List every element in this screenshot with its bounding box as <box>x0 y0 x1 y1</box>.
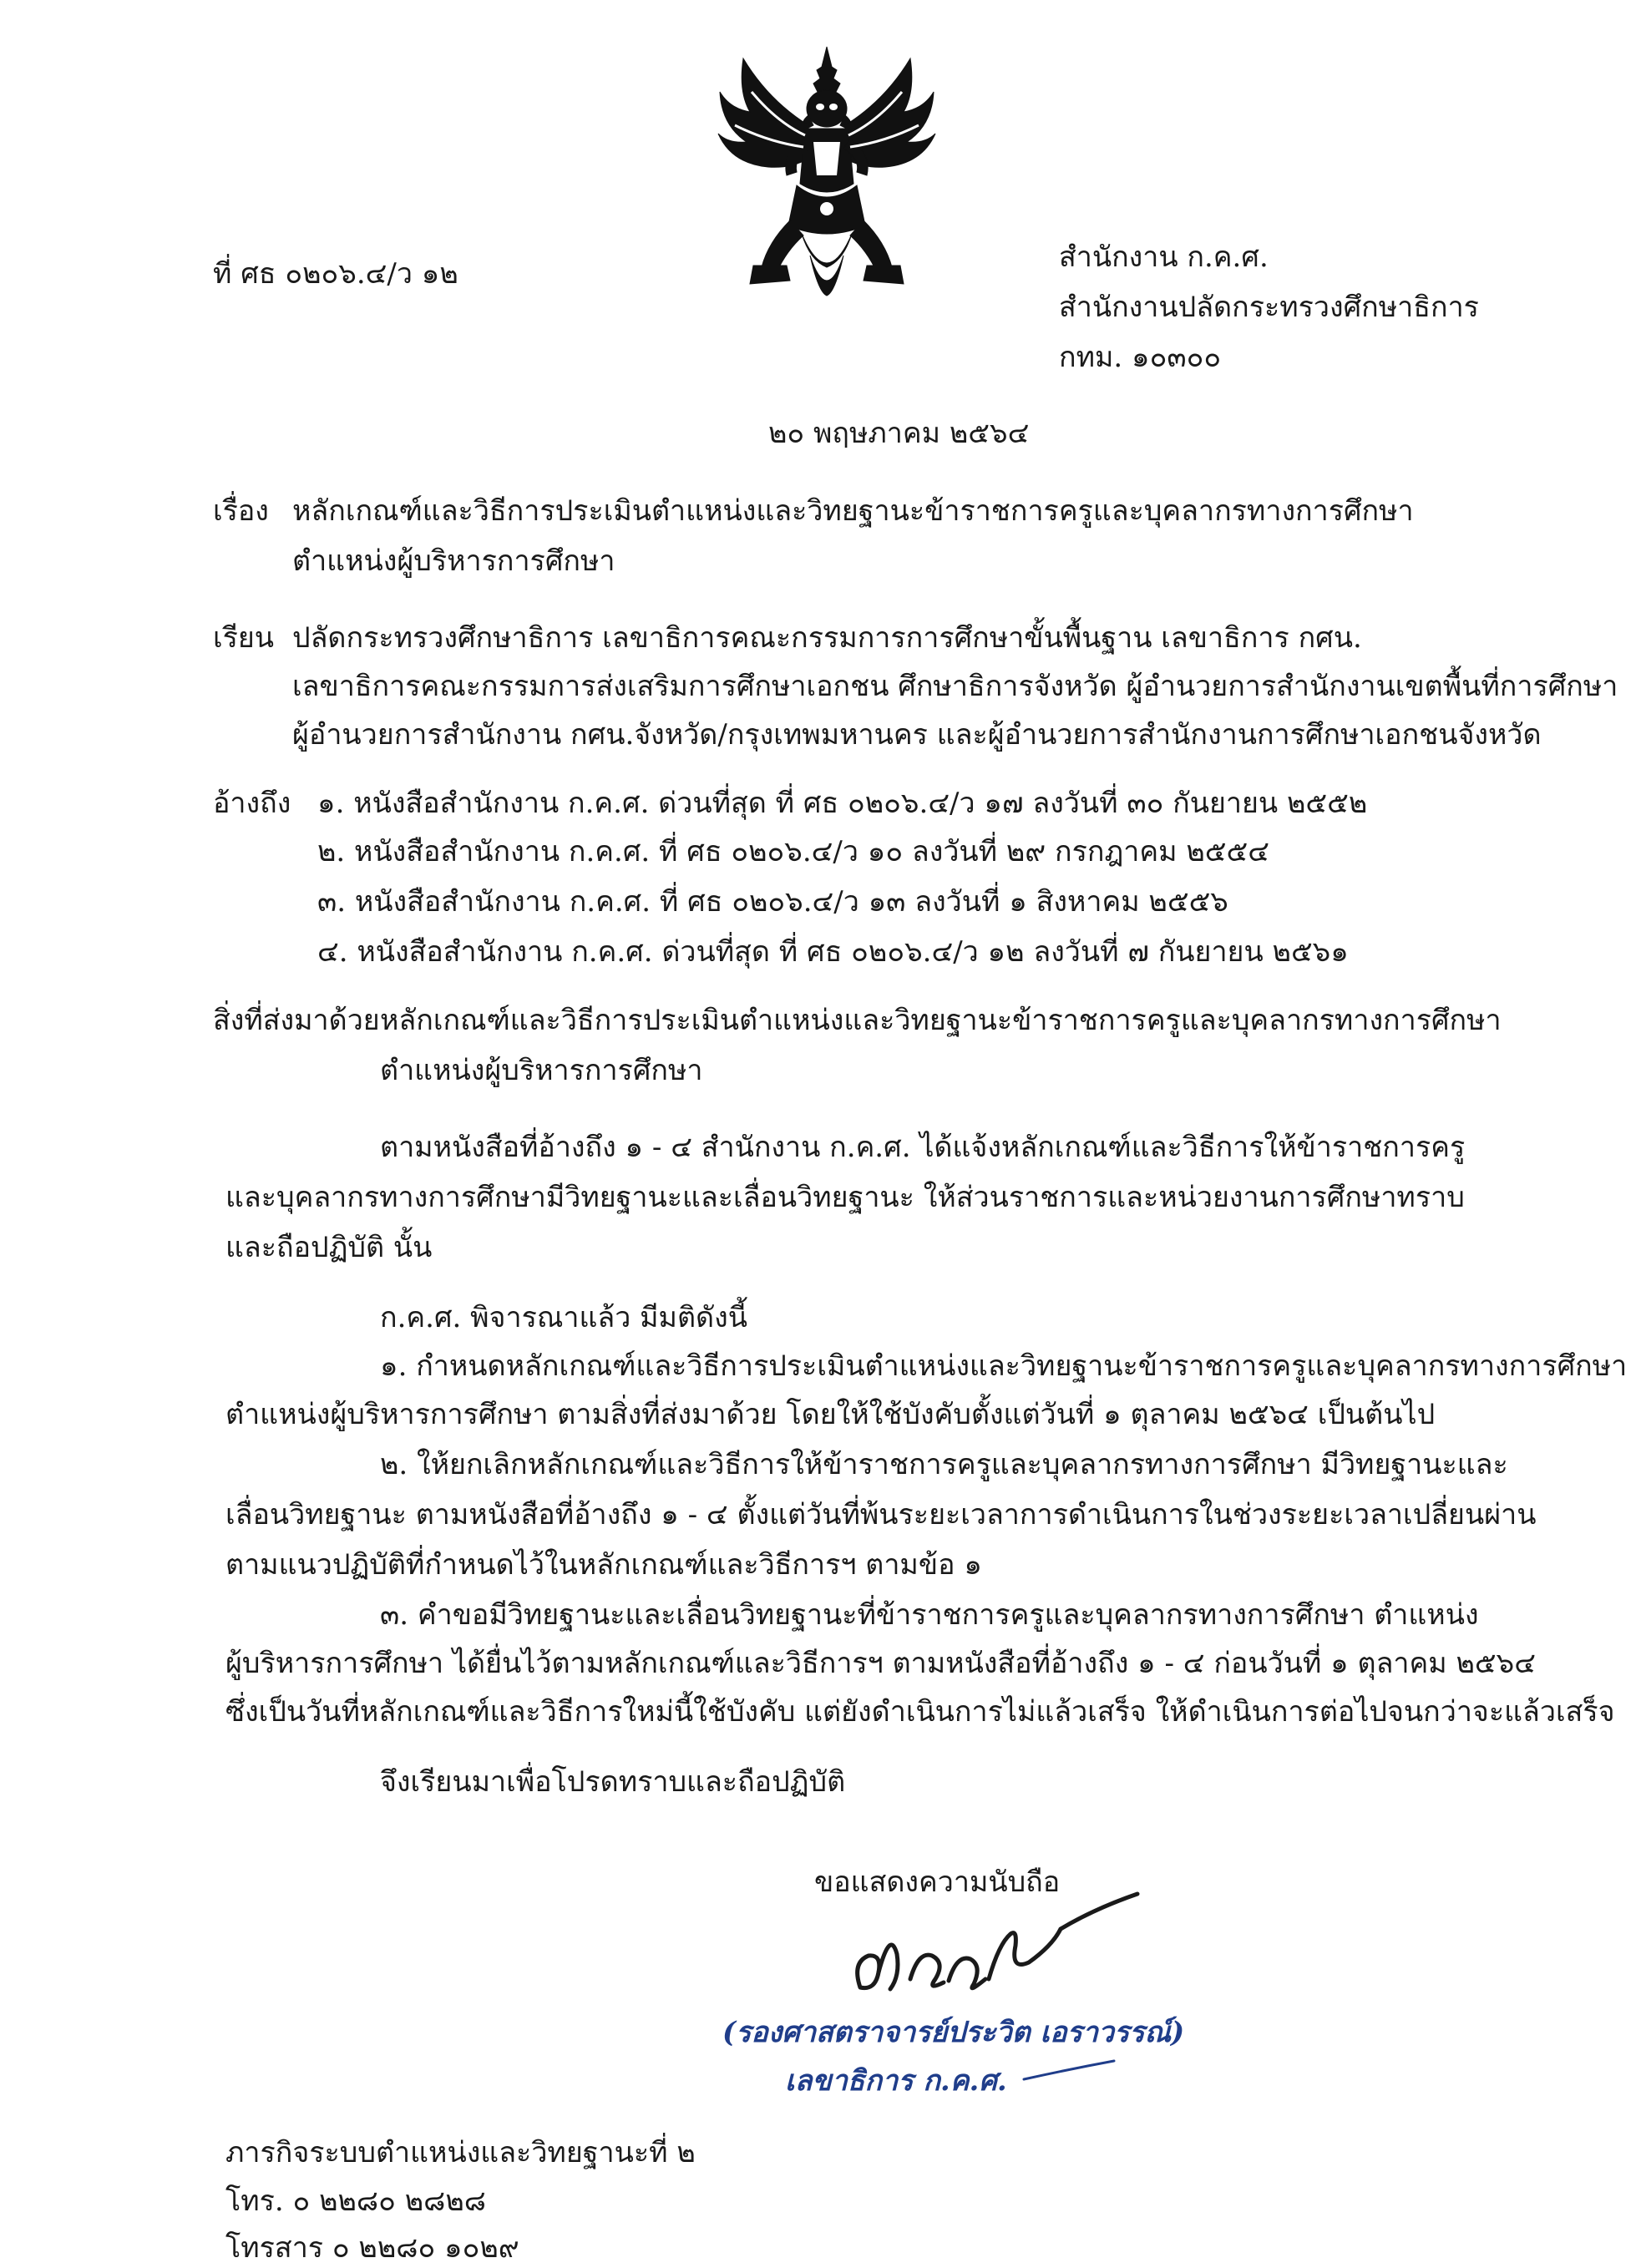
reference-number: ที่ ศธ ๐๒๐๖.๔/ว ๑๒ <box>213 257 458 291</box>
resolution-3-line-2: ผู้บริหารการศึกษา ได้ยื่นไว้ตามหลักเกณฑ์และวิธีการฯ ตามหนังสือที่อ้างถึง ๑ - ๔ ก่อนวันที่ ๑ ตุลาคม ๒๕๖๔ <box>225 1647 1536 1680</box>
body-paragraph-1-line-3: และถือปฏิบัติ นั้น <box>225 1231 433 1264</box>
resolution-1-line-1: ๑. กำหนดหลักเกณฑ์และวิธีการประเมินตำแหน่งและวิทยฐานะข้าราชการครูและบุคลากรทางการศึกษา <box>380 1349 1628 1383</box>
subject-label: เรื่อง <box>213 494 269 528</box>
footer-telephone: โทร. ๐ ๒๒๘๐ ๒๘๒๘ <box>225 2184 487 2218</box>
ink-stroke <box>1019 2054 1119 2088</box>
recipient-line-2: เลขาธิการคณะกรรมการส่งเสริมการศึกษาเอกชน ศึกษาธิการจังหวัด ผู้อำนวยการสำนักงานเขตพื้นที่การศึกษา <box>292 670 1618 703</box>
reference-item: ๑. หนังสือสำนักงาน ก.ค.ศ. ด่วนที่สุด ที่ ศธ ๐๒๐๖.๔/ว ๑๗ ลงวันที่ ๓๐ กันยายน ๒๕๕๒ <box>317 787 1368 820</box>
office-postcode: กทม. ๑๐๓๐๐ <box>1059 341 1222 374</box>
enclosure-line-2: ตำแหน่งผู้บริหารการศึกษา <box>380 1054 703 1087</box>
body-paragraph-2: ก.ค.ศ. พิจารณาแล้ว มีมติดังนี้ <box>380 1301 747 1334</box>
reference-item: ๒. หนังสือสำนักงาน ก.ค.ศ. ที่ ศธ ๐๒๐๖.๔/ว ๑๐ ลงวันที่ ๒๙ กรกฎาคม ๒๕๕๔ <box>317 835 1269 868</box>
references-label: อ้างถึง <box>213 787 291 820</box>
regards-text: ขอแสดงความนับถือ <box>814 1866 1061 1899</box>
recipient-line-3: ผู้อำนวยการสำนักงาน กศน.จังหวัด/กรุงเทพมหานคร และผู้อำนวยการสำนักงานการศึกษาเอกชนจังหวัด <box>292 718 1542 752</box>
recipient-label: เรียน <box>213 621 275 655</box>
office-department: สำนักงานปลัดกระทรวงศึกษาธิการ <box>1059 291 1479 324</box>
reference-item: ๓. หนังสือสำนักงาน ก.ค.ศ. ที่ ศธ ๐๒๐๖.๔/ว ๑๓ ลงวันที่ ๑ สิงหาคม ๒๕๕๖ <box>317 885 1228 919</box>
resolution-3-line-3: ซึ่งเป็นวันที่หลักเกณฑ์และวิธีการใหม่นี้ใช้บังคับ แต่ยังดำเนินการไม่แล้วเสร็จ ให้ดำเนินการต่อไปจนกว่าจะแล้วเสร็จ <box>225 1695 1615 1729</box>
office-name: สำนักงาน ก.ค.ศ. <box>1059 240 1269 274</box>
enclosure-line-1: หลักเกณฑ์และวิธีการประเมินตำแหน่งและวิทยฐานะข้าราชการครูและบุคลากรทางการศึกษา <box>380 1004 1502 1037</box>
footer-unit: ภารกิจระบบตำแหน่งและวิทยฐานะที่ ๒ <box>225 2136 696 2169</box>
handwritten-signature <box>810 1879 1161 2012</box>
resolution-2-line-3: ตามแนวปฏิบัติที่กำหนดไว้ในหลักเกณฑ์และวิธีการฯ ตามข้อ ๑ <box>225 1548 982 1582</box>
resolution-3-line-1: ๓. คำขอมีวิทยฐานะและเลื่อนวิทยฐานะที่ข้าราชการครูและบุคลากรทางการศึกษา ตำแหน่ง <box>380 1598 1479 1632</box>
reference-item: ๔. หนังสือสำนักงาน ก.ค.ศ. ด่วนที่สุด ที่ ศธ ๐๒๐๖.๔/ว ๑๒ ลงวันที่ ๗ กันยายน ๒๕๖๑ <box>317 935 1349 969</box>
resolution-2-line-2: เลื่อนวิทยฐานะ ตามหนังสือที่อ้างถึง ๑ - ๔ ตั้งแต่วันที่พ้นระยะเวลาการดำเนินการในช่วงระยะเวลาเปลี่ยนผ่าน <box>225 1498 1537 1531</box>
subject-line-1: หลักเกณฑ์และวิธีการประเมินตำแหน่งและวิทยฐานะข้าราชการครูและบุคลากรทางการศึกษา <box>292 494 1414 528</box>
signatory-name: (รองศาสตราจารย์ประวิต เอราวรรณ์) <box>722 2016 1185 2049</box>
garuda-emblem-icon <box>710 42 944 309</box>
recipient-line-1: ปลัดกระทรวงศึกษาธิการ เลขาธิการคณะกรรมการการศึกษาขั้นพื้นฐาน เลขาธิการ กศน. <box>292 621 1362 655</box>
body-paragraph-1-line-1: ตามหนังสือที่อ้างถึง ๑ - ๔ สำนักงาน ก.ค.ศ. ได้แจ้งหลักเกณฑ์และวิธีการให้ข้าราชการครู <box>380 1131 1466 1164</box>
subject-line-2: ตำแหน่งผู้บริหารการศึกษา <box>292 544 615 578</box>
closing-sentence: จึงเรียนมาเพื่อโปรดทราบและถือปฏิบัติ <box>380 1765 846 1799</box>
enclosure-label: สิ่งที่ส่งมาด้วย <box>213 1004 380 1037</box>
footer-fax: โทรสาร ๐ ๒๒๘๐ ๑๐๒๙ <box>225 2231 519 2265</box>
resolution-2-line-1: ๒. ให้ยกเลิกหลักเกณฑ์และวิธีการให้ข้าราชการครูและบุคลากรทางการศึกษา มีวิทยฐานะและ <box>380 1448 1508 1481</box>
body-paragraph-1-line-2: และบุคลากรทางการศึกษามีวิทยฐานะและเลื่อนวิทยฐานะ ให้ส่วนราชการและหน่วยงานการศึกษาทราบ <box>225 1181 1465 1214</box>
resolution-1-line-2: ตำแหน่งผู้บริหารการศึกษา ตามสิ่งที่ส่งมาด้วย โดยให้ใช้บังคับตั้งแต่วันที่ ๑ ตุลาคม ๒๕๖๔ เป็นต้นไป <box>225 1398 1436 1431</box>
signatory-title: เลขาธิการ ก.ค.ศ. <box>785 2064 1007 2098</box>
letter-date: ๒๐ พฤษภาคม ๒๕๖๔ <box>768 417 1030 450</box>
